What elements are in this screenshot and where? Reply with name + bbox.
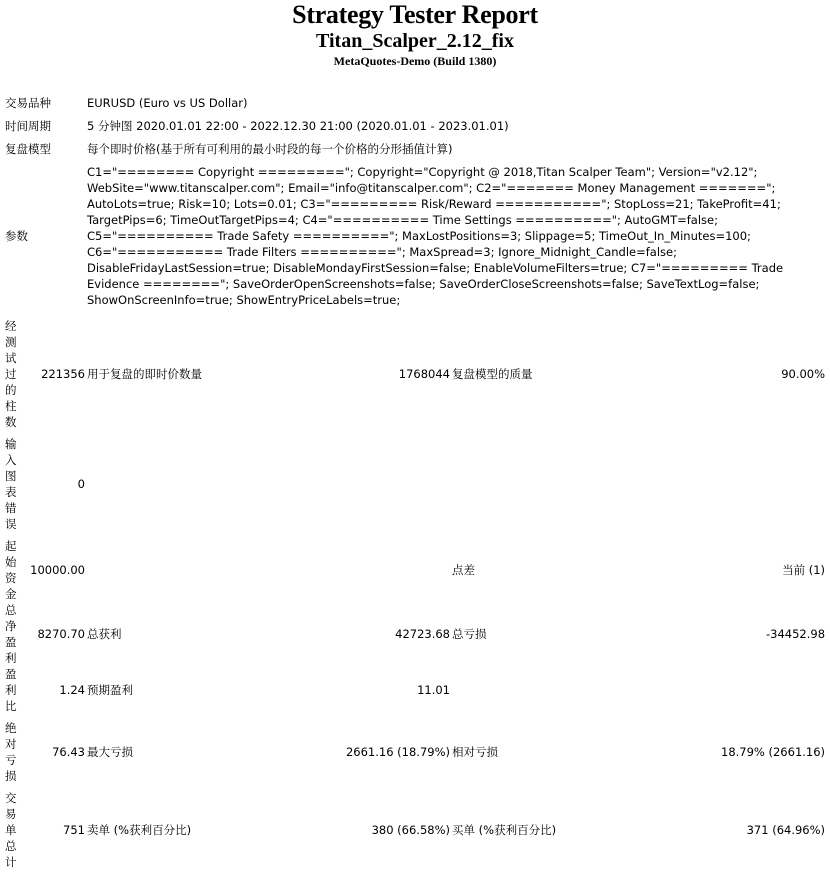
info-value: 5 分钟图 2020.01.01 22:00 - 2022.12.30 21:00 (2020.01.01 - 2023.01.01) [87,118,509,133]
stat-value: 10000.00 [30,563,85,577]
report-title: Strategy Tester Report [292,0,538,29]
stat-value: 0 [77,477,85,491]
stat-value: -34452.98 [766,627,826,641]
info-row-period [4,114,826,137]
stat-label: 总净盈利 [5,603,17,665]
stat-value: 2661.16 (18.79%) [345,745,450,759]
stat-value: 1.24 [59,683,85,697]
stat-label: 用于复盘的即时价数量 [87,367,202,381]
stat-label: 预期盈利 [87,683,133,697]
stats-row [4,790,826,870]
stat-label: 起始资金 [5,539,17,601]
stat-value: 90.00% [781,367,826,381]
stat-label: 复盘模型的质量 [452,367,533,381]
stat-value: 1768044 [398,367,450,381]
stat-label: 相对亏损 [452,745,498,759]
stat-label [86,538,271,602]
stat-value: 42723.68 [395,627,450,641]
stat-value: 380 (66.58%) [371,823,450,837]
stat-label: 总亏损 [452,627,487,641]
stat-value [636,436,826,532]
stat-label [451,666,636,714]
stat-value: 18.79% (2661.16) [721,745,826,759]
stat-value [271,436,451,532]
stat-label: 点差 [452,563,475,577]
params-row [4,160,826,312]
stat-value: 371 (64.96%) [746,823,826,837]
stat-label: 买单 (%获利百分比) [452,823,557,837]
info-label: 时间周期 [5,118,51,133]
info-label: 复盘模型 [5,141,51,156]
stat-value: 221356 [41,367,85,381]
params-label: 参数 [5,229,28,243]
stats-row [4,720,826,784]
stat-value: 76.43 [52,745,85,759]
stat-label: 总获利 [87,627,122,641]
info-value: EURUSD (Euro vs US Dollar) [87,95,248,110]
stat-label: 卖单 (%获利百分比) [87,823,192,837]
stat-value: 8270.70 [37,627,85,641]
stat-label: 交易单总计 [5,791,17,869]
stat-label: 输入图表错误 [5,437,17,531]
stats-row [4,602,826,666]
stat-value: 751 [63,823,85,837]
stat-value: 当前 (1) [782,563,826,577]
stat-label: 绝对亏损 [5,721,17,783]
stat-label [451,436,636,532]
stat-label: 经测试过的柱数 [5,319,17,429]
stat-value: 11.01 [417,683,450,697]
stats-row [4,666,826,714]
info-label: 交易品种 [5,95,51,110]
stat-label: 盈利比 [5,667,17,713]
expert-name: Titan_Scalper_2.12_fix [316,30,514,52]
report-table [4,91,826,870]
server-build: MetaQuotes-Demo (Build 1380) [333,54,497,68]
stat-label: 最大亏损 [87,745,133,759]
info-row-model [4,137,826,160]
stat-value [636,666,826,714]
stat-label [86,436,271,532]
stats-row [4,318,826,430]
info-value: 每个即时价格(基于所有可利用的最小时段的每一个价格的分形插值计算) [87,141,453,156]
params-value: C1="======== Copyright ========="; Copyright="Copyright @ 2018,Titan Scalper Team"; Version="v2.12"; WebSite="www.titanscalper.com"; Email="info@titanscalper.com"; C2="======= Money Management ======="; AutoLots=true; Risk=10; Lots=0.01; C3="========= Risk/Reward ==========="; StopLoss=21; TakeProfit=41; TargetPips=6; TimeOutTargetPips=4; C4="========== Time Settings =========="; AutoGMT=false; C5="========== Trade Safety =========="; MaxLostPositions=3; Slippage=5; TimeOut_In_Minutes=100; C6="=========== Trade Filters =========="; MaxSpread=3; Ignore_Midnight_Candle=false; DisableFridayLastSession=true; DisableMondayFirstSession=false; EnableVolumeFilters=true; C7="========= Trade Evidence ========"; SaveOrderOpenScreenshots=false; SaveOrderCloseScreenshots=false; SaveTextLog=false; ShowOnScreenInfo=true; ShowEntryPriceLabels=true; [87,165,784,307]
stat-value [271,538,451,602]
stats-row [4,538,826,602]
stats-row [4,436,826,532]
report-header [0,1,830,69]
info-row-symbol [4,91,826,114]
